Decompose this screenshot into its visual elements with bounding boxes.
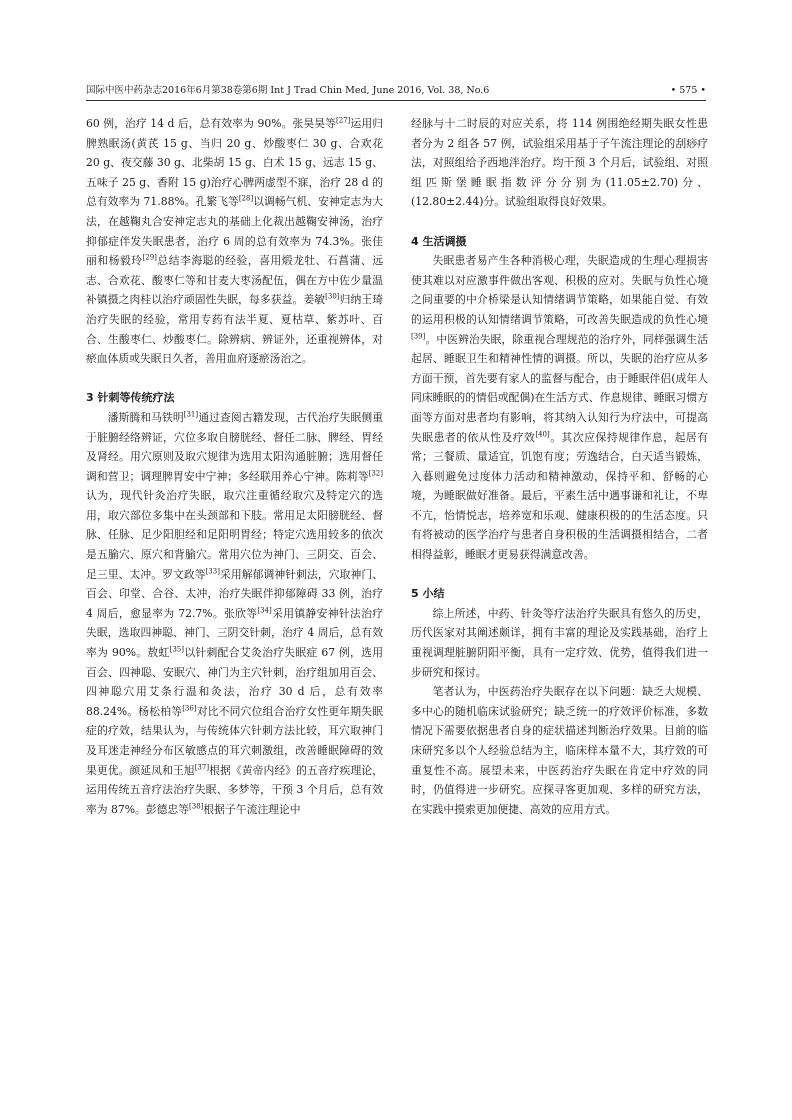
paragraph-summary: 综上所述，中药、针灸等疗法治疗失眠具有悠久的历史，历代医家对其阐述颇详，拥有丰富的理论及实践基础，治疗上重视调理脏腑阴阳平衡，具有一定疗效、优势，值得我们进一步研究和探讨。 [411,606,708,679]
section-heading-5: 5 小结 [411,587,445,601]
section-heading-3: 3 针刺等传统疗法 [86,391,175,405]
paragraph-acupuncture: 潘斯腾和马铁明[31]通过查阅古籍发现，古代治疗失眠侧重于脏腑经络辨证，穴位多取自膀胱经、督任二脉、脾经、胃经及肾经。用穴原则及取穴规律为选用太阳沟通脏腑；选用督任调和营卫；调理脾胃安中宁神；多经联用养心宁神。陈莉等[32]认为，现代针灸治疗失眠，取穴注重循经取穴及特定穴的选用，取穴部位多集中在头颈部和下肢。常用足太阳膀胱经、督脉、任脉、足少阳胆经和足阳明胃经；特定穴选用较多的依次是五腧穴、原穴和背腧穴。常用穴位为神门、三阴交、百会、足三里、太冲。罗文政等[33]采用解郁调神针刺法，穴取神门、百会、印堂、合谷、太冲，治疗失眠伴抑郁障碍 33 例，治疗 4 周后，愈显率为 72.7%。张欣等[34]采用镇静安神针法治疗失眠，选取四神聪、神门、三阴交针刺，治疗 4 周后，总有效率为 90%。敖虹[35]以针刺配合艾灸治疗失眠症 67 例，选用百会、四神聪、安眠穴、神门为主穴针刺，治疗组加用百会、四神聪穴用艾条行温和灸法，治疗 30 d 后，总有效率 88.24%。杨松柏等[36]对比不同穴位组合治疗女性更年期失眠症的疗效，结果认为，与传统体穴针刺方法比较，耳穴取神门及耳迷走神经分布区敏感点的耳穴刺激组，改善睡眠障碍的效果更优。颜延凤和王旭[37]根据《黄帝内经》的五音疗疾理论，运用传统五音疗法治疗失眠、多梦等，干预 3 个月后，总有效率为 87%。彭德忠等[38]根据子午流注理论中 [86,410,384,816]
running-header [86,84,706,101]
paragraph-outlook: 笔者认为，中医药治疗失眠存在以下问题：缺乏大规模、多中心的随机临床试验研究；缺乏统一的疗效评价标准，多数情况下需要依据患者自身的症状描述判断治疗效果。目前的临床研究多以个人经验总结为主，临床样本量不大，其疗效的可重复性不高。展望未来，中医药治疗失眠在肯定中疗效的同时，仍值得进一步研究。应探寻客更加观、多样的研究方法，在实践中摸索更加便捷、高效的应用方式。 [411,685,708,816]
section-heading-4: 4 生活调摄 [411,234,467,248]
paragraph-ziwu-cont: 经脉与十二时辰的对应关系，将 114 例围绝经期失眠女性患者分为 2 组各 57 例，试验组采用基于子午流注理论的刮痧疗法，对照组给予西地泮治疗。均干预 3 个月后，试验组、对照组匹斯堡睡眠指数评分分别为(11.05±2.70)分、(12.80±2.44)分。试验组取得良好效果。 [411,117,708,209]
paragraph-herbal-cont: 60 例，治疗 14 d 后，总有效率为 90%。张昊昊等[27]运用归脾熟眠汤(黄芪 15 g、当归 20 g、炒酸枣仁 30 g、合欢花 20 g、夜交藤 30 g、北柴胡 15 g、白术 15 g、远志 15 g、五味子 25 g、香附 15 g)治疗心脾两虚型不寐，治疗 28 d 的总有效率为 71.88%。孔繁飞等[28]以调畅气机、安神定志为大法，在越鞠丸合安神定志丸的基础上化裁出越鞠安神汤，治疗抑郁症伴发失眠患者，治疗 6 周的总有效率为 74.3%。张佳丽和杨毅玲[29]总结李海聪的经验，喜用煅龙牡、石菖蒲、远志、合欢花、酸枣仁等和甘麦大枣汤配伍，偶在方中佐少量温补镇摄之肉桂以治疗顽固性失眠，每多获益。姜敏[30]归纳王琦治疗失眠的经验，常用专药有法半夏、夏枯草、紫苏叶、百合、生酸枣仁、炒酸枣仁。除辨病、辨证外，还重视辨体，对瘀血体质或失眠日久者，善用血府逐瘀汤治之。 [86,116,384,366]
left-column [86,114,383,819]
paragraph-lifestyle: 失眠患者易产生各种消极心理，失眠造成的生理心理损害使其难以对应激事件做出客观、积极的应对。失眠与负性心境之间重要的中介桥梁是认知情绪调节策略，如果能自觉、有效的运用积极的认知情绪调节策略，可改善失眠造成的负性心境[39]。中医辨治失眠，除重视合理规范的治疗外，同样强调生活起居、睡眠卫生和精神性情的调摄。所以，失眠的治疗应从多方面干预，首先要有家人的监督与配合，由于睡眠伴侣(成年人同床睡眠的的情侣或配偶)在生活方式、作息规律、睡眠习惯方面等方面对患者均有影响，将其纳入认知行为疗法中，可提高失眠患者的依从性及疗效[40]。其次应保持规律作息，起居有常；三餐质、量适宜，饥饱有度；劳逸结合，白天适当锻炼，入暮则避免过度体力活动和精神激动，保持平和、舒畅的心境，为睡眠做好准备。最后，平素生活中遇事谦和礼让，不卑不亢，怡情悦志，培养宽和乐观、健康积极的的生活态度。只有将被动的医学治疗与患者自身积极的生活调摄相结合，二者相得益彰，睡眠才更易获得满意改善。 [411,254,709,562]
journal-citation: 国际中医中药杂志2016年6月第38卷第6期 Int J Trad Chin Med, June 2016, Vol. 38, No.6 [86,85,490,96]
right-column [411,114,708,819]
page-number: • 575 • [670,85,706,96]
